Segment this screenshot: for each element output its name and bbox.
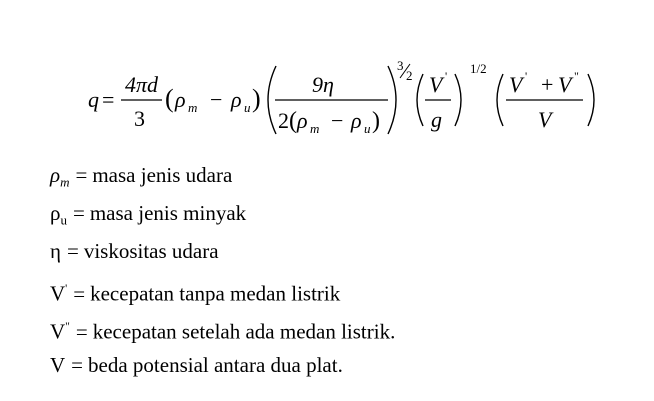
paren-close-4 xyxy=(588,74,594,126)
exponent1-numerator: 3 xyxy=(397,58,404,73)
fraction4-prime1: ' xyxy=(525,69,528,83)
definition-equals: = xyxy=(75,163,88,187)
definition-v xyxy=(50,346,395,384)
fraction4-V2: V xyxy=(558,72,572,97)
fraction2-minus: − xyxy=(331,108,344,133)
definition-symbol: V" xyxy=(50,319,70,344)
exponent1-denominator: 2 xyxy=(406,68,413,83)
definition-text: kecepatan tanpa medan listrik xyxy=(90,281,341,306)
fraction2-numerator: 9η xyxy=(312,72,334,97)
definition-equals: = xyxy=(73,201,85,225)
definition-text: beda potensial antara dua plat. xyxy=(88,353,343,377)
fraction4-V1: V xyxy=(509,72,523,97)
fraction2-rho-m-sub: m xyxy=(310,121,320,136)
formula-q: q xyxy=(88,87,99,112)
definition-equals: = xyxy=(71,353,84,377)
definition-eta xyxy=(50,232,395,270)
formula-equals: = xyxy=(102,87,115,112)
fraction1-numerator: 4πd xyxy=(125,72,159,97)
definition-text: viskositas udara xyxy=(83,239,219,263)
definition-equals: = xyxy=(75,319,88,344)
big-paren-open-2 xyxy=(268,66,276,134)
definition-text: kecepatan setelah ada medan listrik. xyxy=(92,319,396,344)
definition-text: masa jenis minyak xyxy=(89,201,247,225)
definition-equals: = xyxy=(66,239,79,263)
definition-rho-m xyxy=(50,156,395,194)
fraction2-rho-u-sub: u xyxy=(364,121,371,136)
definition-symbol: V xyxy=(50,353,66,377)
millikan-charge-formula xyxy=(0,0,654,150)
fraction2-rho-m: ρ xyxy=(297,108,308,133)
minus-1: − xyxy=(210,87,223,112)
rho-m-sub: m xyxy=(188,100,198,115)
rho-u: ρ xyxy=(231,87,242,112)
definition-v-prime xyxy=(50,270,395,308)
definition-rho-u xyxy=(50,194,395,232)
fraction2-den-coeff: 2 xyxy=(278,108,289,133)
paren-open-3 xyxy=(417,74,423,126)
fraction3-denominator: g xyxy=(431,107,442,132)
paren-open-1: ( xyxy=(165,84,174,113)
paren-close-1: ) xyxy=(252,84,261,113)
definition-equals: = xyxy=(73,281,86,306)
big-paren-close-2 xyxy=(388,66,396,134)
definition-symbol: V' xyxy=(50,281,68,306)
definitions-list xyxy=(50,156,395,384)
paren-close-3 xyxy=(455,74,461,126)
fraction1-denominator: 3 xyxy=(134,106,145,131)
fraction4-denominator: V xyxy=(538,107,552,132)
fraction2-rho-u: ρ xyxy=(351,108,362,133)
fraction3-V: V xyxy=(429,72,443,97)
fraction4-prime2: " xyxy=(574,69,579,83)
rho-u-sub: u xyxy=(244,100,251,115)
rho-m: ρ xyxy=(175,87,186,112)
paren-open-4 xyxy=(497,74,503,126)
definition-text: masa jenis udara xyxy=(92,163,233,187)
exponent2: 1/2 xyxy=(470,61,487,76)
fraction2-den-paren-open: ( xyxy=(289,108,297,134)
fraction3-prime: ' xyxy=(445,69,448,83)
definition-v-double-prime xyxy=(50,308,395,346)
definition-symbol: $\rho_u$ xyxy=(50,201,67,228)
definition-symbol: η xyxy=(50,239,61,263)
fraction4-plus: + xyxy=(541,72,554,97)
fraction2-den-paren-close: ) xyxy=(372,108,380,134)
definition-symbol: $\rho_m$ xyxy=(50,163,70,190)
